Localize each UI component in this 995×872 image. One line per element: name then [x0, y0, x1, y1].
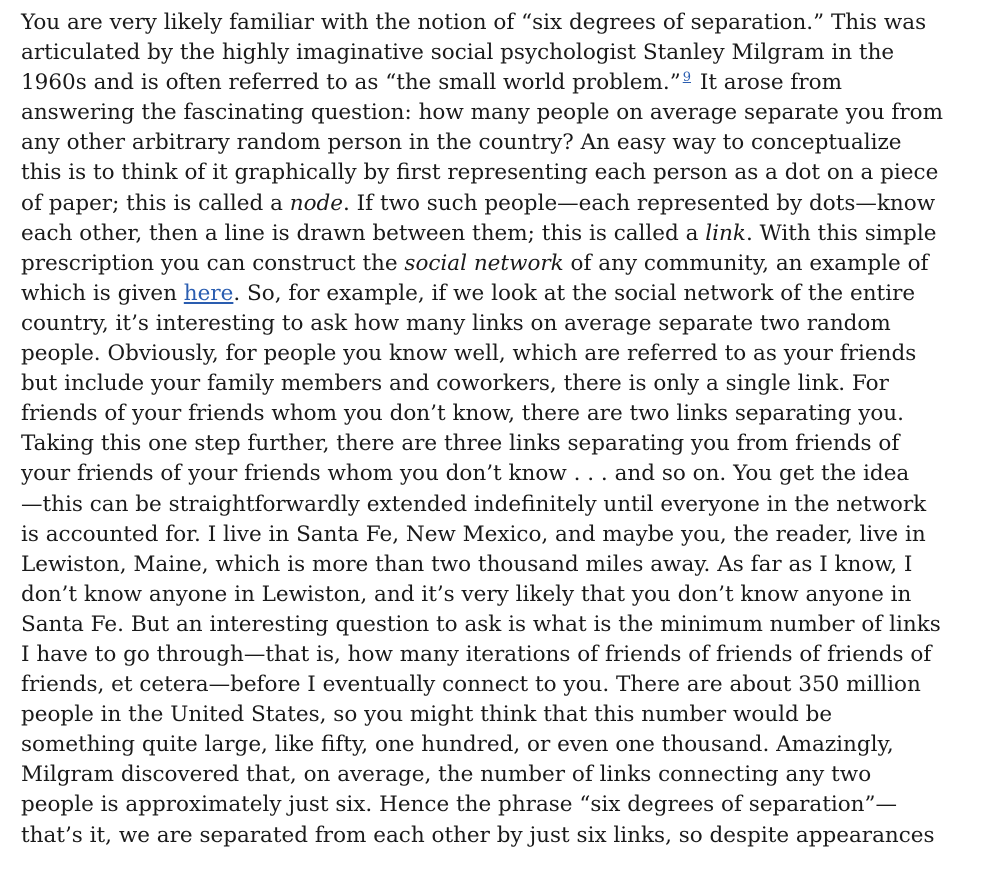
text-line-11: country, it’s interesting to ask how many links on average separate two random	[21, 310, 891, 336]
text-segment: which is given	[21, 280, 184, 306]
text-line-21: Santa Fe. But an interesting question to ask is what is the minimum number of links	[21, 611, 941, 637]
text-line-25: something quite large, like fifty, one hundred, or even one thousand. Amazingly,	[21, 732, 894, 758]
text-line-5: any other arbitrary random person in the country? An easy way to conceptualize	[21, 130, 902, 156]
text-line-10	[21, 279, 975, 309]
text-line-1: You are very likely familiar with the notion of “six degrees of separation.” This was	[21, 10, 927, 35]
term-node: node	[289, 190, 343, 216]
text-line-6: this is to think of it graphically by first representing each person as a dot on a piece	[21, 160, 939, 186]
text-line-26: Milgram discovered that, on average, the number of links connecting any two	[21, 762, 872, 788]
text-segment: of any community, an example of	[563, 250, 929, 276]
text-line-4: answering the fascinating question: how many people on average separate you from	[21, 100, 943, 126]
here-link[interactable]: here	[183, 280, 234, 306]
text-segment: . If two such people—each represented by dots—know	[343, 190, 936, 216]
text-segment: . So, for example, if we look at the social network of the entire	[233, 280, 916, 306]
text-line-23: friends, et cetera—before I eventually connect to you. There are about 350 million	[21, 672, 921, 698]
footnote-link-9[interactable]: 9	[682, 70, 691, 86]
text-line-7	[21, 189, 975, 219]
text-segment: It arose from	[693, 70, 842, 96]
text-segment: each other, then a line is drawn between them; this is called a	[21, 220, 706, 246]
text-segment: 1960s and is often referred to as “the small world problem.”	[21, 70, 681, 96]
text-line-22: I have to go through—that is, how many iterations of friends of friends of friends of	[21, 641, 932, 667]
text-segment: . With this simple	[745, 220, 937, 246]
body-paragraph	[21, 8, 975, 851]
text-segment: of paper; this is called a	[21, 190, 290, 216]
text-line-16: your friends of your friends whom you don’t know . . . and so on. You get the idea	[21, 461, 910, 487]
term-link: link	[705, 220, 746, 246]
text-line-9	[21, 249, 975, 279]
text-line-12: people. Obviously, for people you know well, which are referred to as your friends	[21, 341, 917, 367]
text-line-28: that’s it, we are separated from each other by just six links, so despite appearances	[21, 822, 935, 848]
term-social-network: social network	[404, 250, 564, 276]
text-line-8	[21, 219, 975, 249]
text-line-20: don’t know anyone in Lewiston, and it’s very likely that you don’t know anyone in	[21, 581, 912, 607]
text-line-18: is accounted for. I live in Santa Fe, New Mexico, and maybe you, the reader, live in	[21, 521, 926, 547]
text-line-13: but include your family members and coworkers, there is only a single link. For	[21, 371, 889, 397]
text-line-3	[21, 68, 975, 98]
text-line-2: articulated by the highly imaginative social psychologist Stanley Milgram in the	[21, 40, 895, 66]
text-line-19: Lewiston, Maine, which is more than two thousand miles away. As far as I know, I	[21, 551, 913, 577]
text-line-27: people is approximately just six. Hence the phrase “six degrees of separation”—	[21, 792, 898, 818]
text-line-14: friends of your friends whom you don’t know, there are two links separating you.	[21, 401, 904, 427]
text-segment: prescription you can construct the	[21, 250, 405, 276]
text-line-15: Taking this one step further, there are three links separating you from friends of	[21, 431, 900, 457]
text-line-24: people in the United States, so you might think that this number would be	[21, 702, 833, 728]
text-line-17: —this can be straightforwardly extended indefinitely until everyone in the network	[21, 491, 927, 517]
